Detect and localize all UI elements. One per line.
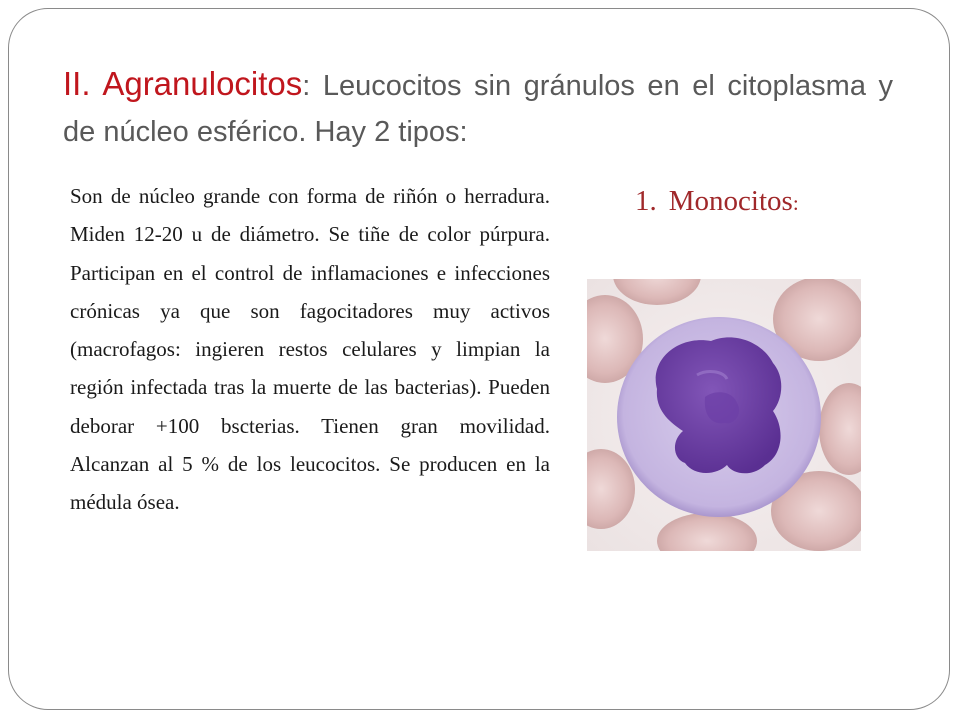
list-colon: :: [792, 191, 799, 215]
list-label: Monocitos: [668, 185, 793, 217]
body-paragraph: Son de núcleo grande con forma de riñón o herradura. Miden 12-20 u de diámetro. Se tiñe de color púrpura. Participan en el control de inflamaciones e infecciones crónicas ya que son fagocitadores muy activos (macrofagos: ingieren restos celulares y limpian la región infectada tras la muerte de las bacterias). Pueden deborar +100 bscterias. Tienen gran movilidad. Alcanzan al 5 % de los leucocitos. Se producen en la médula ósea.: [70, 184, 550, 515]
title-lead: II. Agranulocitos: [63, 65, 303, 102]
list-number: 1.: [635, 185, 657, 217]
monocyte-image: [587, 279, 861, 551]
slide-frame: [8, 8, 950, 710]
list-item-monocitos: [635, 185, 799, 218]
title-rest: : Leucocitos sin gránulos en el citoplasma y de núcleo esférico. Hay 2 tipos:: [63, 70, 893, 148]
slide-title: [63, 61, 893, 155]
monocyte-cell: [617, 317, 821, 517]
